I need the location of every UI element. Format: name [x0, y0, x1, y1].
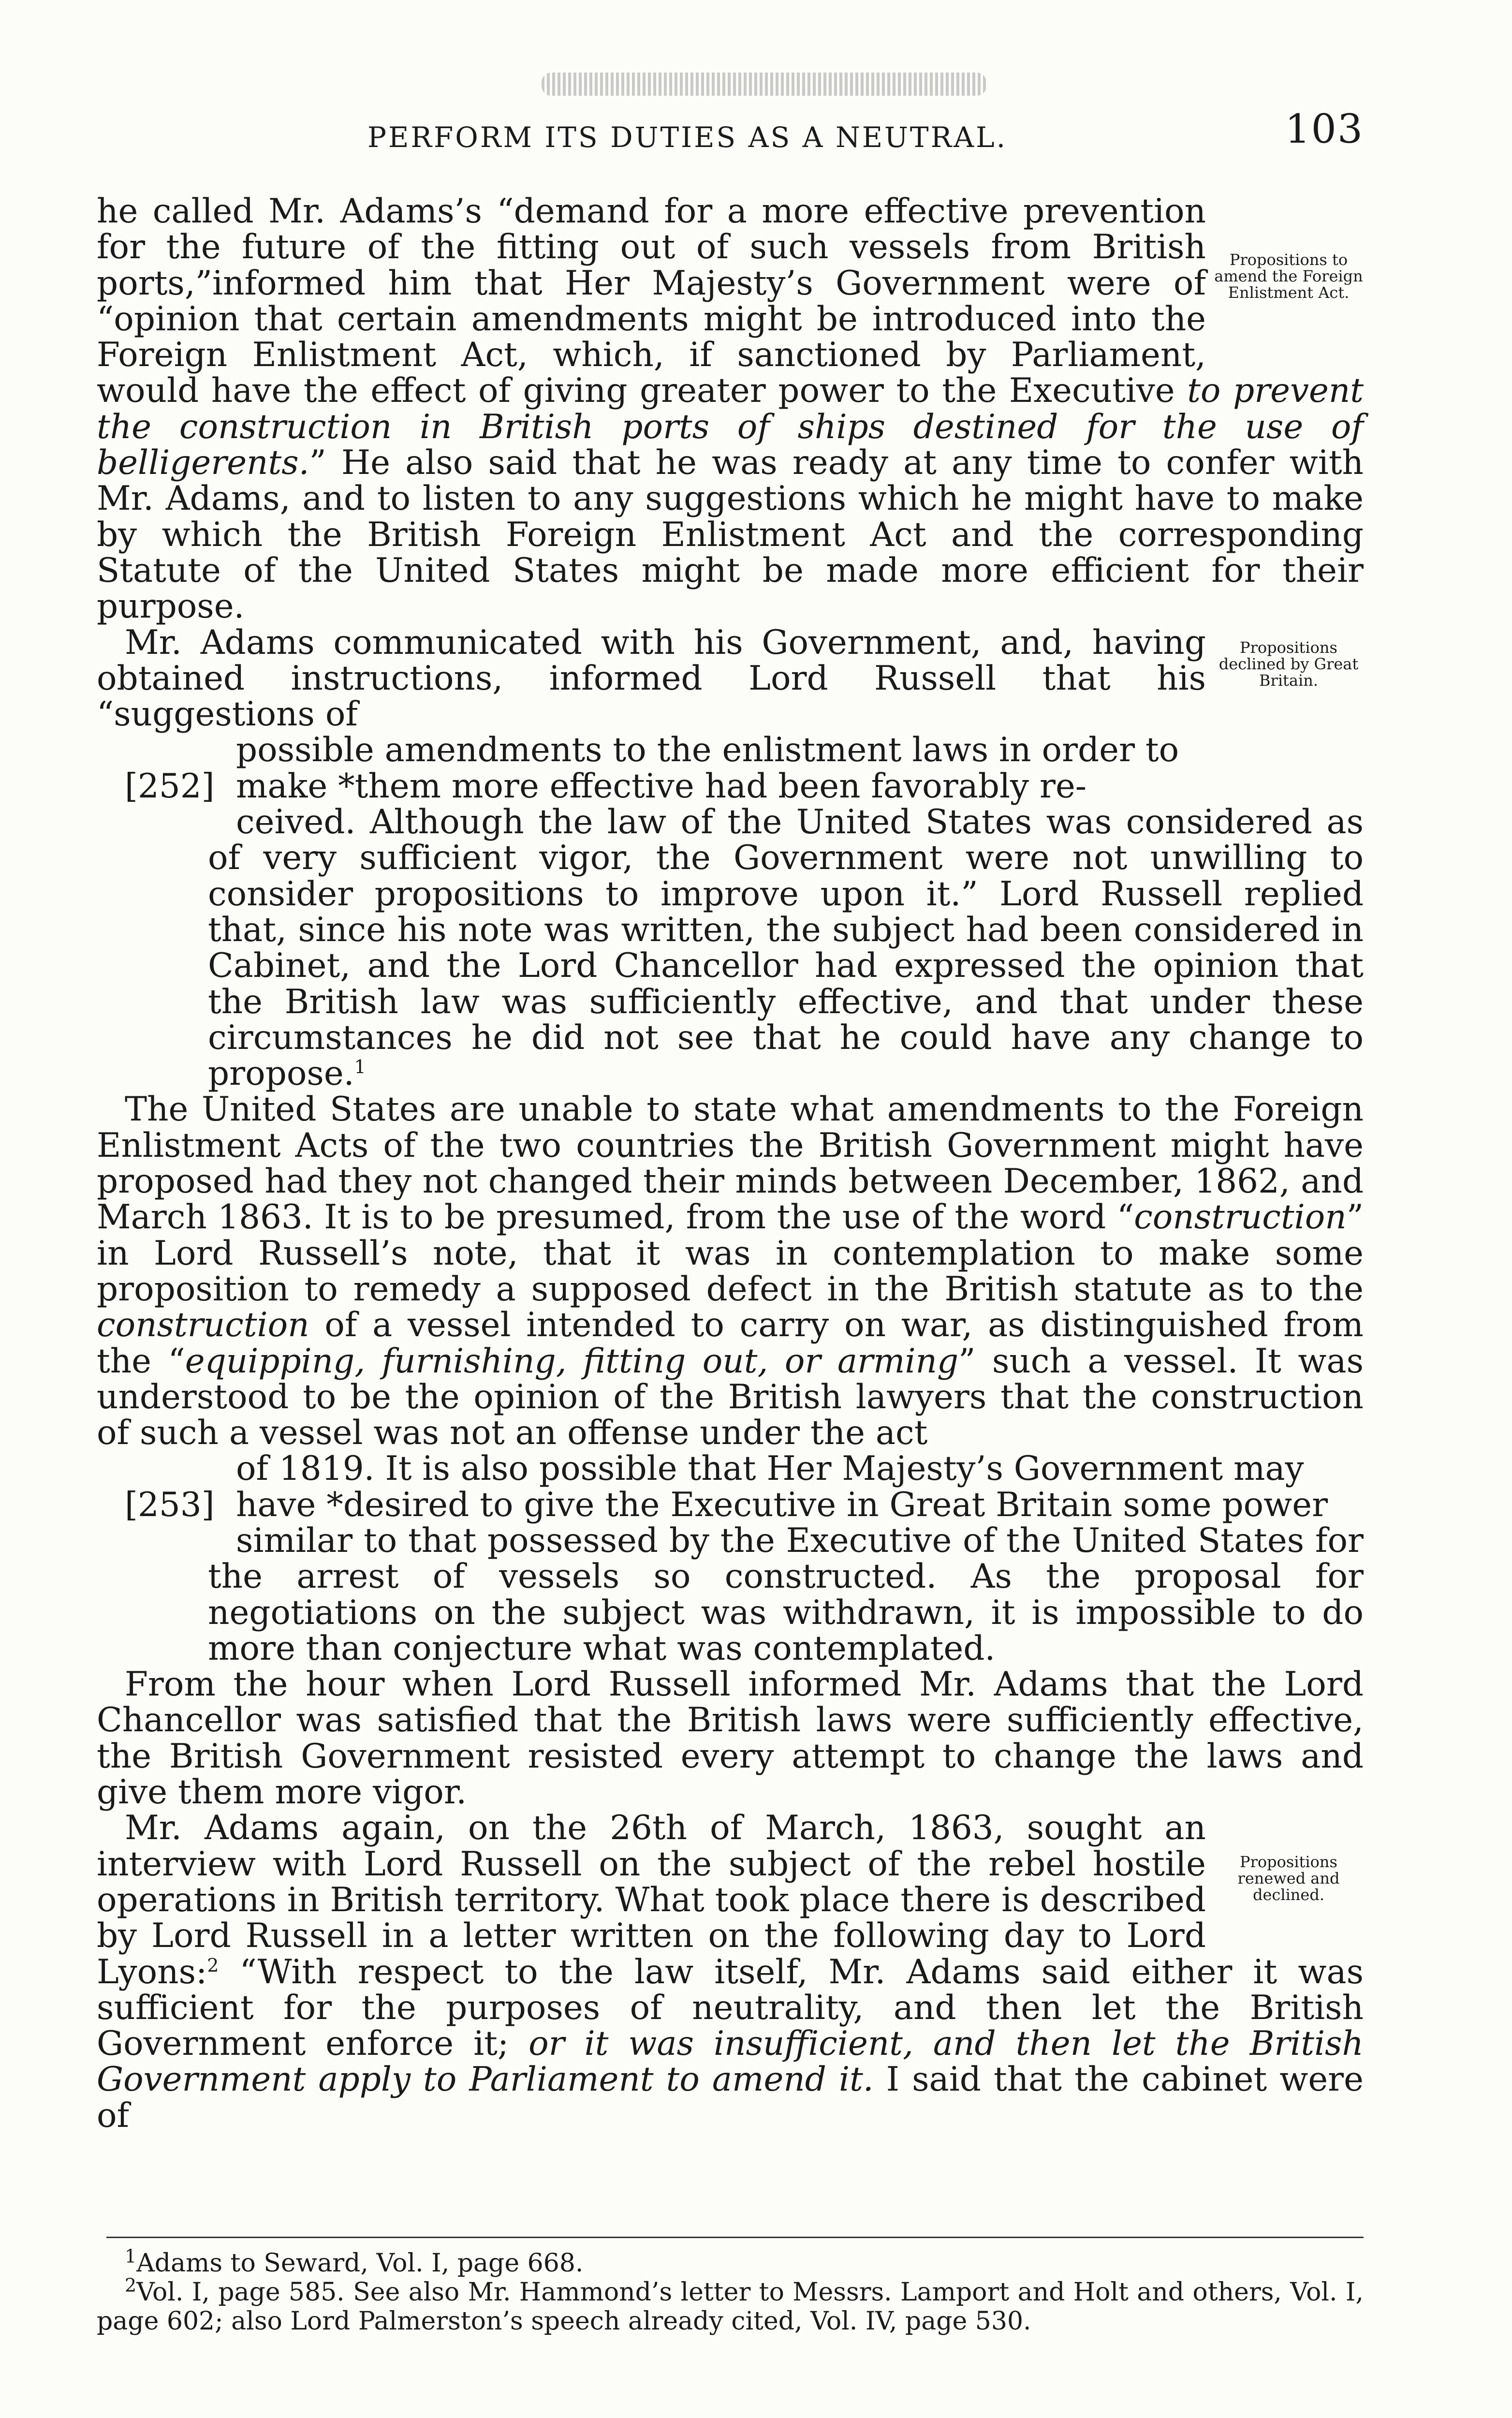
- p5-italic: or it was insufficient, and then let the British Government apply to Parliament to amend it.: [97, 2024, 1364, 2099]
- body-text: [97, 193, 1364, 2134]
- p3-italic-2: construction: [97, 1306, 309, 1345]
- footnote-rule: [106, 2237, 1364, 2238]
- margin-ref-252: [252]: [125, 767, 215, 806]
- footnotes: [97, 2245, 1364, 2336]
- paragraph-2: [97, 625, 1364, 1092]
- p2-text-a: Mr. Adams communicated with his Government, and, having obtained instructions, informed Lord Russell that his “suggestions of: [97, 623, 1206, 734]
- sidenote-propositions-declined: Propositions declined by Great Britain.: [1218, 638, 1359, 690]
- sidenote-propositions-renewed: Propositions renewed and declined.: [1237, 1853, 1340, 1904]
- p3-text-g: similar to that possessed by the Executive of the United States for the arrest of vessels so constructed. As the proposal for negotiations on the subject was withdrawn, it is impossible to do more than conjecture what was contemplated.: [208, 1521, 1364, 1668]
- p3-italic-1: construction: [1134, 1198, 1347, 1237]
- p2-line-c: [97, 768, 1364, 804]
- p3-text-f: have *desired to give the Executive in Great Britain some power: [236, 1485, 1328, 1524]
- footnote-ref-1: 1: [354, 1056, 366, 1078]
- p1-text-a: he called Mr. Adams’s “demand for a more effective prevention for the future of the fitting out of such vessels from British ports,”informed him that Her Majesty’s Government were of “opinion that certain amendments might be introduced into the Foreign Enlistment Act, which, if sanctioned by Parliament, would have the effect of giving greater power to the Executive: [97, 192, 1206, 411]
- paragraph-3: [97, 1091, 1364, 1666]
- ink-smudge: [542, 73, 986, 96]
- sidenote-propositions-amend: Propositions to amend the Foreign Enlistment Act.: [1214, 251, 1363, 302]
- p5-text-b: “With respect to the law itself, Mr. Adams said either it was sufficient for the purposes of neutrality, and then let the British Government enforce it;: [97, 1952, 1364, 2064]
- p3-text-a: The United States are unable to state what amendments to the Foreign Enlistment Acts of the two countries the British Government might have proposed had they not changed their minds between December, 1862, and March 1863. It is to be presumed, from the use of the word “: [97, 1090, 1364, 1237]
- p2-text-c: make *them more effective had been favorably re-: [236, 767, 1087, 806]
- p2-text-d-content: ceived. Although the law of the United States was considered as of very sufficient vigor, the Government were not unwilling to consider propositions to improve upon it.” Lord Russell replied that, since his note was written, the subject had been considered in Cabinet, and the Lord Chancellor had expressed the opinion that the British law was sufficiently effective, and that under these circumstances he did not see that he could have any change to propose.: [208, 803, 1364, 1093]
- p1-italic: to prevent the construction in British ports of ships destined for the use of belligerents.: [97, 371, 1364, 483]
- p2-text-d: [97, 804, 1364, 1091]
- page-number: 103: [1285, 106, 1364, 152]
- p3-text-e: of 1819. It is also possible that Her Majesty’s Government may: [236, 1449, 1304, 1489]
- p3-italic-3: equipping, furnishing, fitting out, or arming: [185, 1342, 959, 1381]
- paragraph-5: [97, 1810, 1364, 2134]
- p3-text-b: ” in Lord Russell’s note, that it was in contemplation to make some proposition to remedy a supposed defect in the British statute as to the: [97, 1198, 1364, 1309]
- footnote-1-text: Adams to Seward, Vol. I, page 668.: [136, 2249, 584, 2278]
- paragraph-1: [97, 193, 1364, 625]
- p1-text-b: ” He also said that he was ready at any time to confer with Mr. Adams, and to listen to any suggestions which he might have to make by which the British Foreign Enlistment Act and the corresponding Statute of the United States might be made more efficient for their purpose.: [97, 443, 1364, 626]
- p5-text-c: I said that the cabinet were of: [97, 2060, 1364, 2135]
- footnote-1-mark: 1: [125, 2245, 137, 2267]
- p3-line-f: [97, 1487, 1364, 1523]
- footnote-1: [97, 2245, 1364, 2278]
- footnote-2-mark: 2: [125, 2274, 137, 2296]
- margin-ref-253: [253]: [125, 1485, 215, 1524]
- p3-text-c: of a vessel intended to carry on war, as distinguished from the “: [97, 1306, 1364, 1381]
- footnote-ref-2: 2: [207, 1954, 219, 1976]
- paragraph-4: From the hour when Lord Russell informed Mr. Adams that the Lord Chancellor was satisfied that the British laws were sufficiently effective, the British Government resisted every attempt to change the laws and give them more vigor.: [97, 1665, 1364, 1812]
- p2-text-b: possible amendments to the enlistment laws in order to: [236, 731, 1179, 770]
- running-title: PERFORM ITS DUTIES AS A NEUTRAL.: [367, 121, 1008, 154]
- page-header: [97, 106, 1364, 155]
- p3-text-d: ” such a vessel. It was understood to be the opinion of the British lawyers that the construction of such a vessel was not an offense under the act: [97, 1342, 1364, 1453]
- p5-text-a: Mr. Adams again, on the 26th of March, 1863, sought an interview with Lord Russell on the subject of the rebel hostile operations in British territory. What took place there is described by Lord Russell in a letter written on the following day to Lord Lyons:: [97, 1809, 1206, 1991]
- footnote-2: [97, 2274, 1364, 2336]
- footnote-2-text: Vol. I, page 585. See also Mr. Hammond’s letter to Messrs. Lamport and Holt and others, Vol. I, page 602; also Lord Palmerston’s speech already cited, Vol. IV, page 530.: [97, 2278, 1364, 2336]
